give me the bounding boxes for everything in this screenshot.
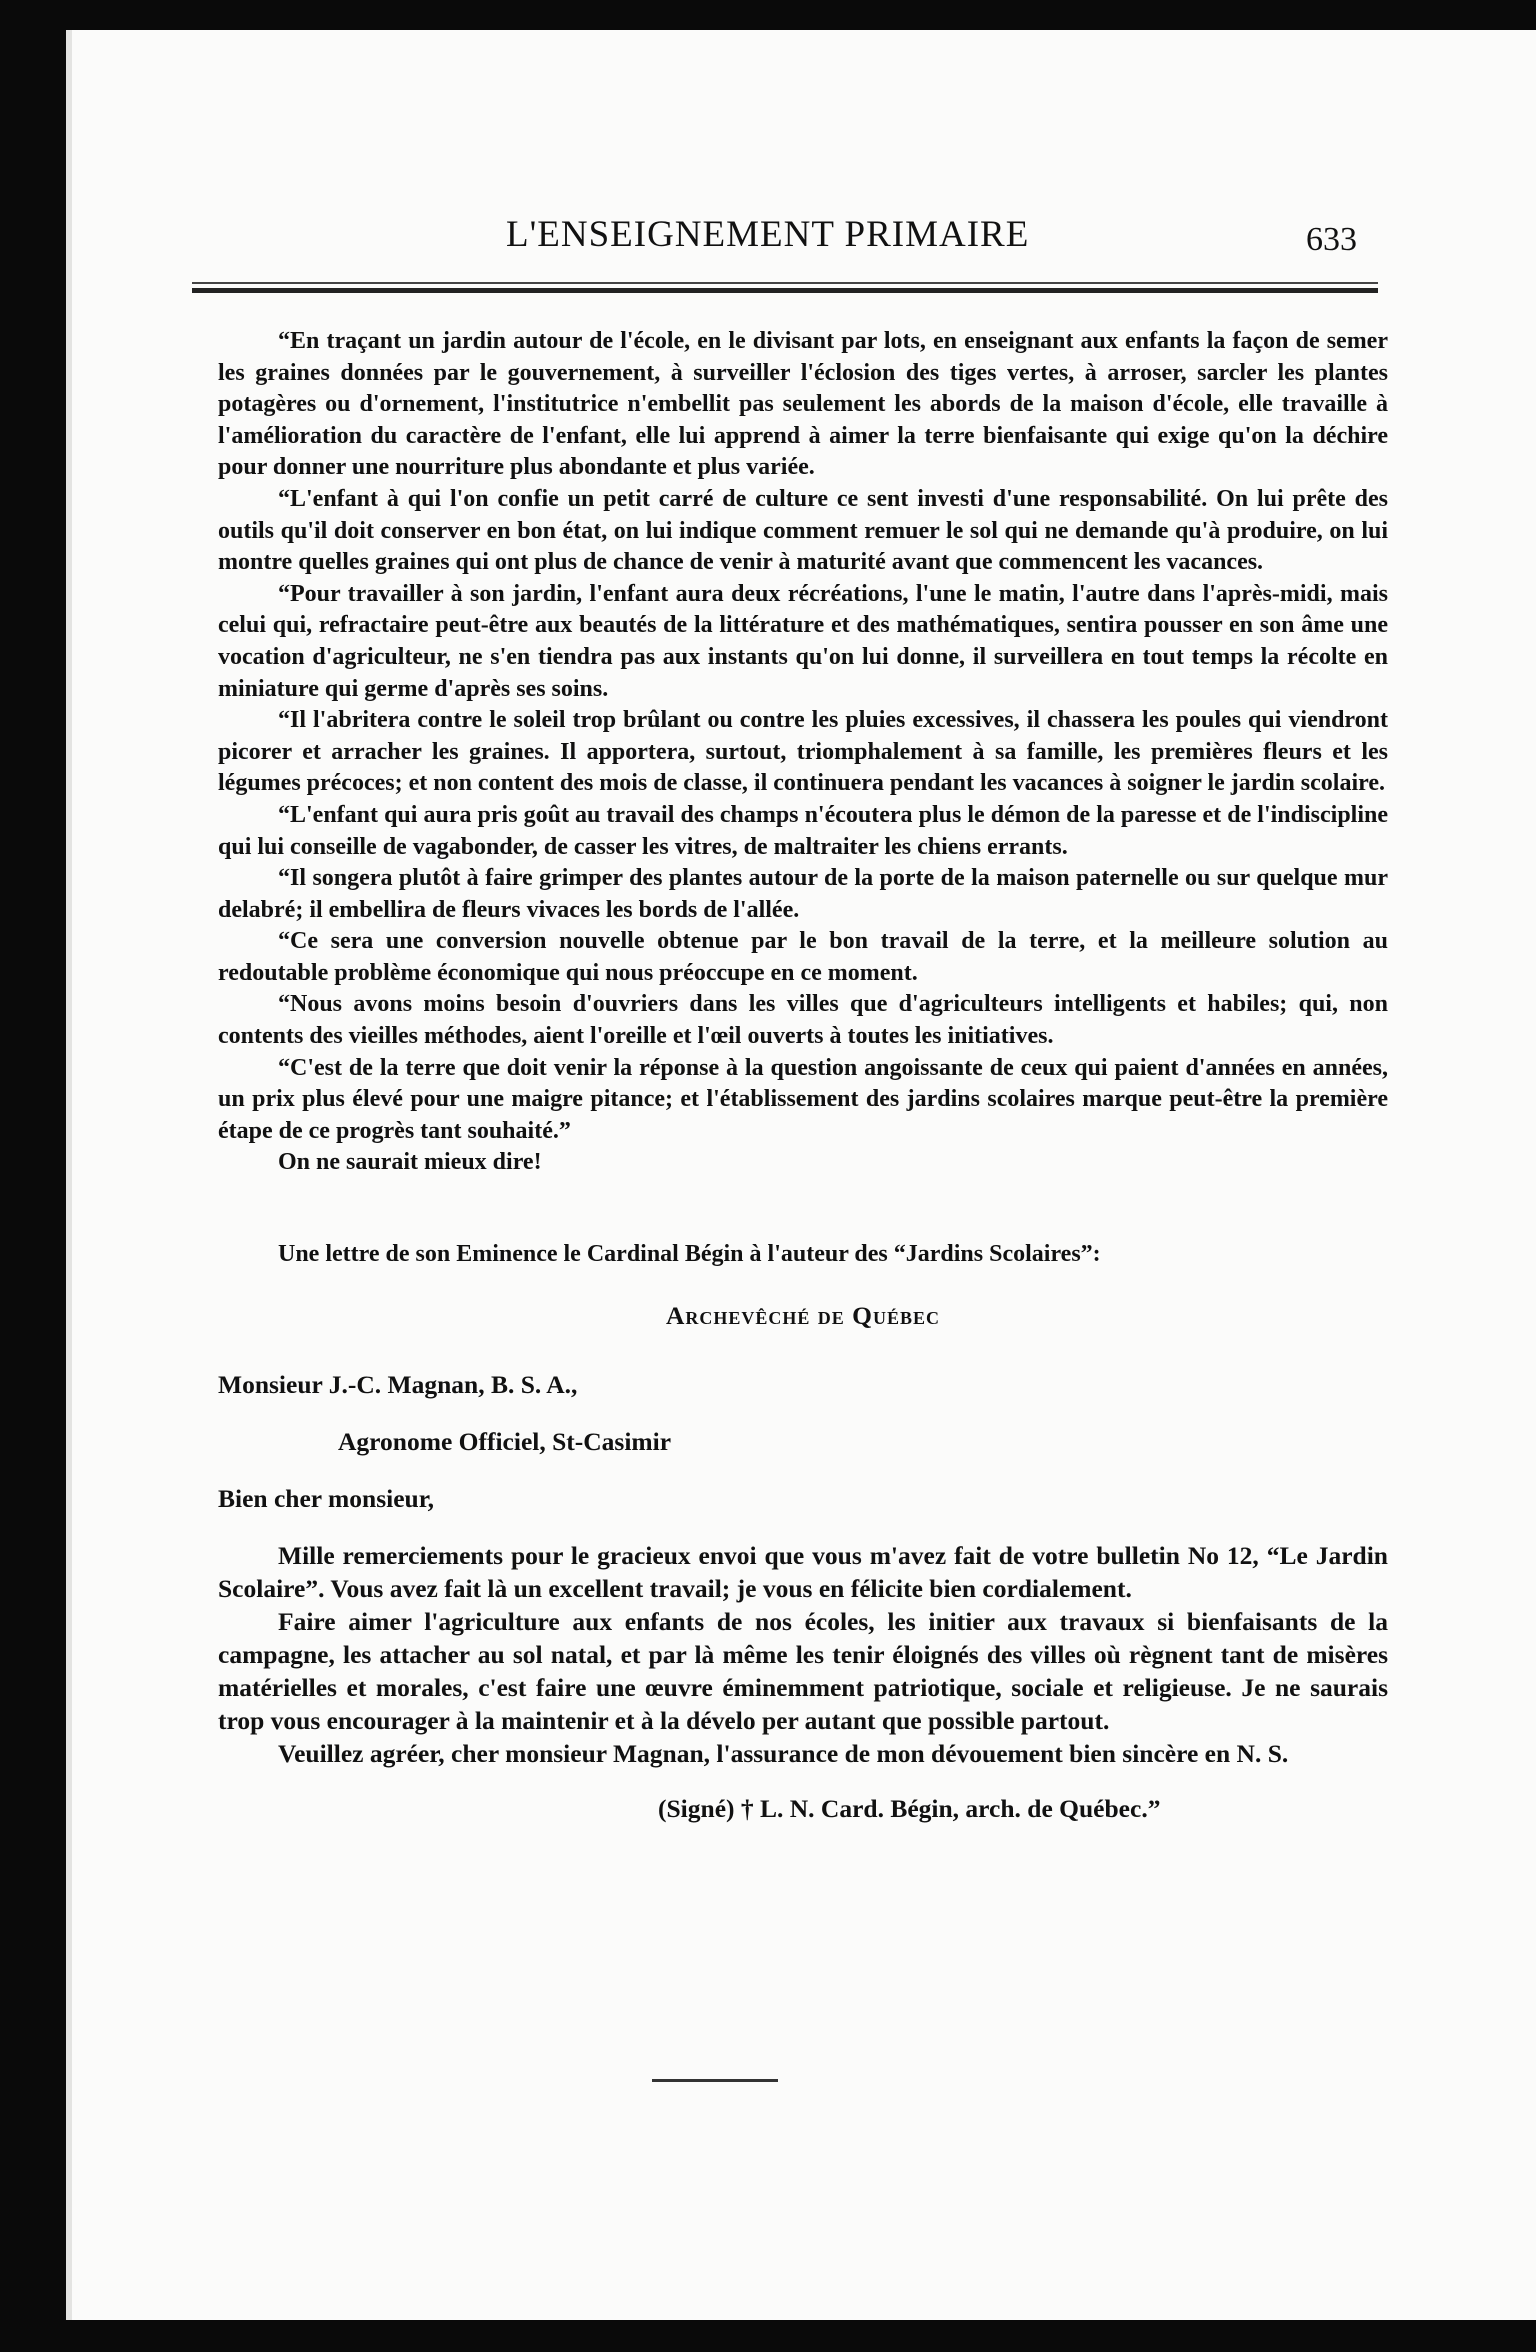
end-rule — [652, 2079, 778, 2082]
header-rule-thick — [192, 288, 1378, 293]
quote-paragraph: “Il l'abritera contre le soleil trop brûlant ou contre les pluies excessives, il chassera les poules qui viendront picorer et arracher les graines. Il apportera, surtout, triomphalement à sa famille, les premières fleurs et les légumes précoces; et non content des mois de classe, il continuera pendant les vacances à soigner le jardin scolaire. — [218, 707, 1388, 797]
quote-paragraph: “Nous avons moins besoin d'ouvriers dans les villes que d'agriculteurs intelligents et habiles; qui, non contents des vieilles méthodes, aient l'oreille et l'œil ouverts à toutes les initiatives. — [218, 991, 1388, 1050]
quote-paragraph: “Ce sera une conversion nouvelle obtenue par le bon travail de la terre, et la meilleure solution au redoutable problème économique qui nous préoccupe en ce moment. — [218, 928, 1388, 986]
quote-paragraph: “Pour travailler à son jardin, l'enfant aura deux récréations, l'une le matin, l'autre dans l'après-midi, mais celui qui, refractaire peut-être aux beautés de la littérature et des mathématiques, sentira pousser en son âme une vocation d'agriculteur, ne s'en tiendra pas aux instants qu'on lui donne, il surveillera en tout temps la récolte en miniature qui germe d'après ses soins. — [218, 580, 1388, 702]
running-title: L'ENSEIGNEMENT PRIMAIRE — [506, 214, 1030, 255]
page-edge — [66, 30, 72, 2320]
letter — [218, 1299, 1388, 1825]
quote-paragraph: “Il songera plutôt à faire grimper des plantes autour de la porte de la maison paternelle ou sur quelque mur delabré; il embellira de fleurs vivaces les bords de l'allée. — [218, 865, 1388, 923]
letter-intro: Une lettre de son Eminence le Cardinal Bégin à l'auteur des “Jardins Scolaires”: — [278, 1241, 1101, 1268]
page-number: 633 — [1306, 221, 1357, 258]
letter-signature: (Signé) † L. N. Card. Bégin, arch. de Québec.” — [658, 1793, 1161, 1823]
quote-paragraph: “En traçant un jardin autour de l'école, en le divisant par lots, en enseignant aux enfants la façon de semer les graines données par le gouvernement, à surveiller l'éclosion des tiges vertes, à arroser, sarcler les plantes potagères ou d'ornement, l'institutrice n'embellit pas seulement les abords de la maison d'école, elle travaille à l'amélioration du caractère de l'enfant, elle lui apprend à aimer la terre bienfaisante qui exige qu'on la déchire pour donner une nourriture plus abondante et plus variée. — [218, 328, 1388, 481]
letter-paragraph: Faire aimer l'agriculture aux enfants de nos écoles, les initier aux travaux si bienfaisants de la campagne, les attacher au sol natal, et par là même les tenir éloignés des villes où règnent tant de misères matérielles et morales, c'est faire une œuvre éminemment patriotique, sociale et religieuse. Je ne saurais trop vous encourager à la maintenir et à la dévelo per autant que possible partout. — [218, 1606, 1388, 1735]
letter-paragraph: Mille remerciements pour le gracieux envoi que vous m'avez fait de votre bulletin No 12, “Le Jardin Scolaire”. Vous avez fait là un excellent travail; je vous en félicite bien cordialement. — [218, 1540, 1388, 1603]
letter-paragraph: Veuillez agréer, cher monsieur Magnan, l'assurance de mon dévouement bien sincère en N. S. — [278, 1738, 1289, 1768]
quote-paragraph: “C'est de la terre que doit venir la réponse à la question angoissante de ceux qui paient d'années en années, un prix plus élevé pour une maigre pitance; et l'établissement des jardins scolaires marque peut-être la première étape de ce progrès tant souhaité.” — [218, 1054, 1388, 1144]
closing-remark: On ne saurait mieux dire! — [278, 1149, 542, 1176]
letter-addressee: Monsieur J.-C. Magnan, B. S. A., — [218, 1369, 578, 1399]
page-body — [218, 326, 1388, 1825]
quote-paragraph: “L'enfant à qui l'on confie un petit carré de culture ce sent investi d'une responsabilité. On lui prête des outils qu'il doit conserver en bon état, on lui indique comment remuer le sol qui ne demande qu'à produire, on lui montre quelles graines qui ont plus de chance de venir à maturité avant que commencent les vacances. — [218, 485, 1388, 576]
header-rule-thin — [192, 282, 1378, 284]
quote-paragraph: “L'enfant qui aura pris goût au travail des champs n'écoutera plus le démon de la paresse et de l'indiscipline qui lui conseille de vagabonder, de casser les vitres, de maltraiter les chiens errants. — [218, 801, 1388, 860]
running-header — [66, 185, 1536, 258]
letter-greeting: Bien cher monsieur, — [218, 1483, 435, 1513]
letter-heading: Archevêché de Québec — [665, 1300, 941, 1330]
book-page — [66, 30, 1536, 2320]
letter-addressee-title: Agronome Officiel, St-Casimir — [338, 1426, 672, 1456]
